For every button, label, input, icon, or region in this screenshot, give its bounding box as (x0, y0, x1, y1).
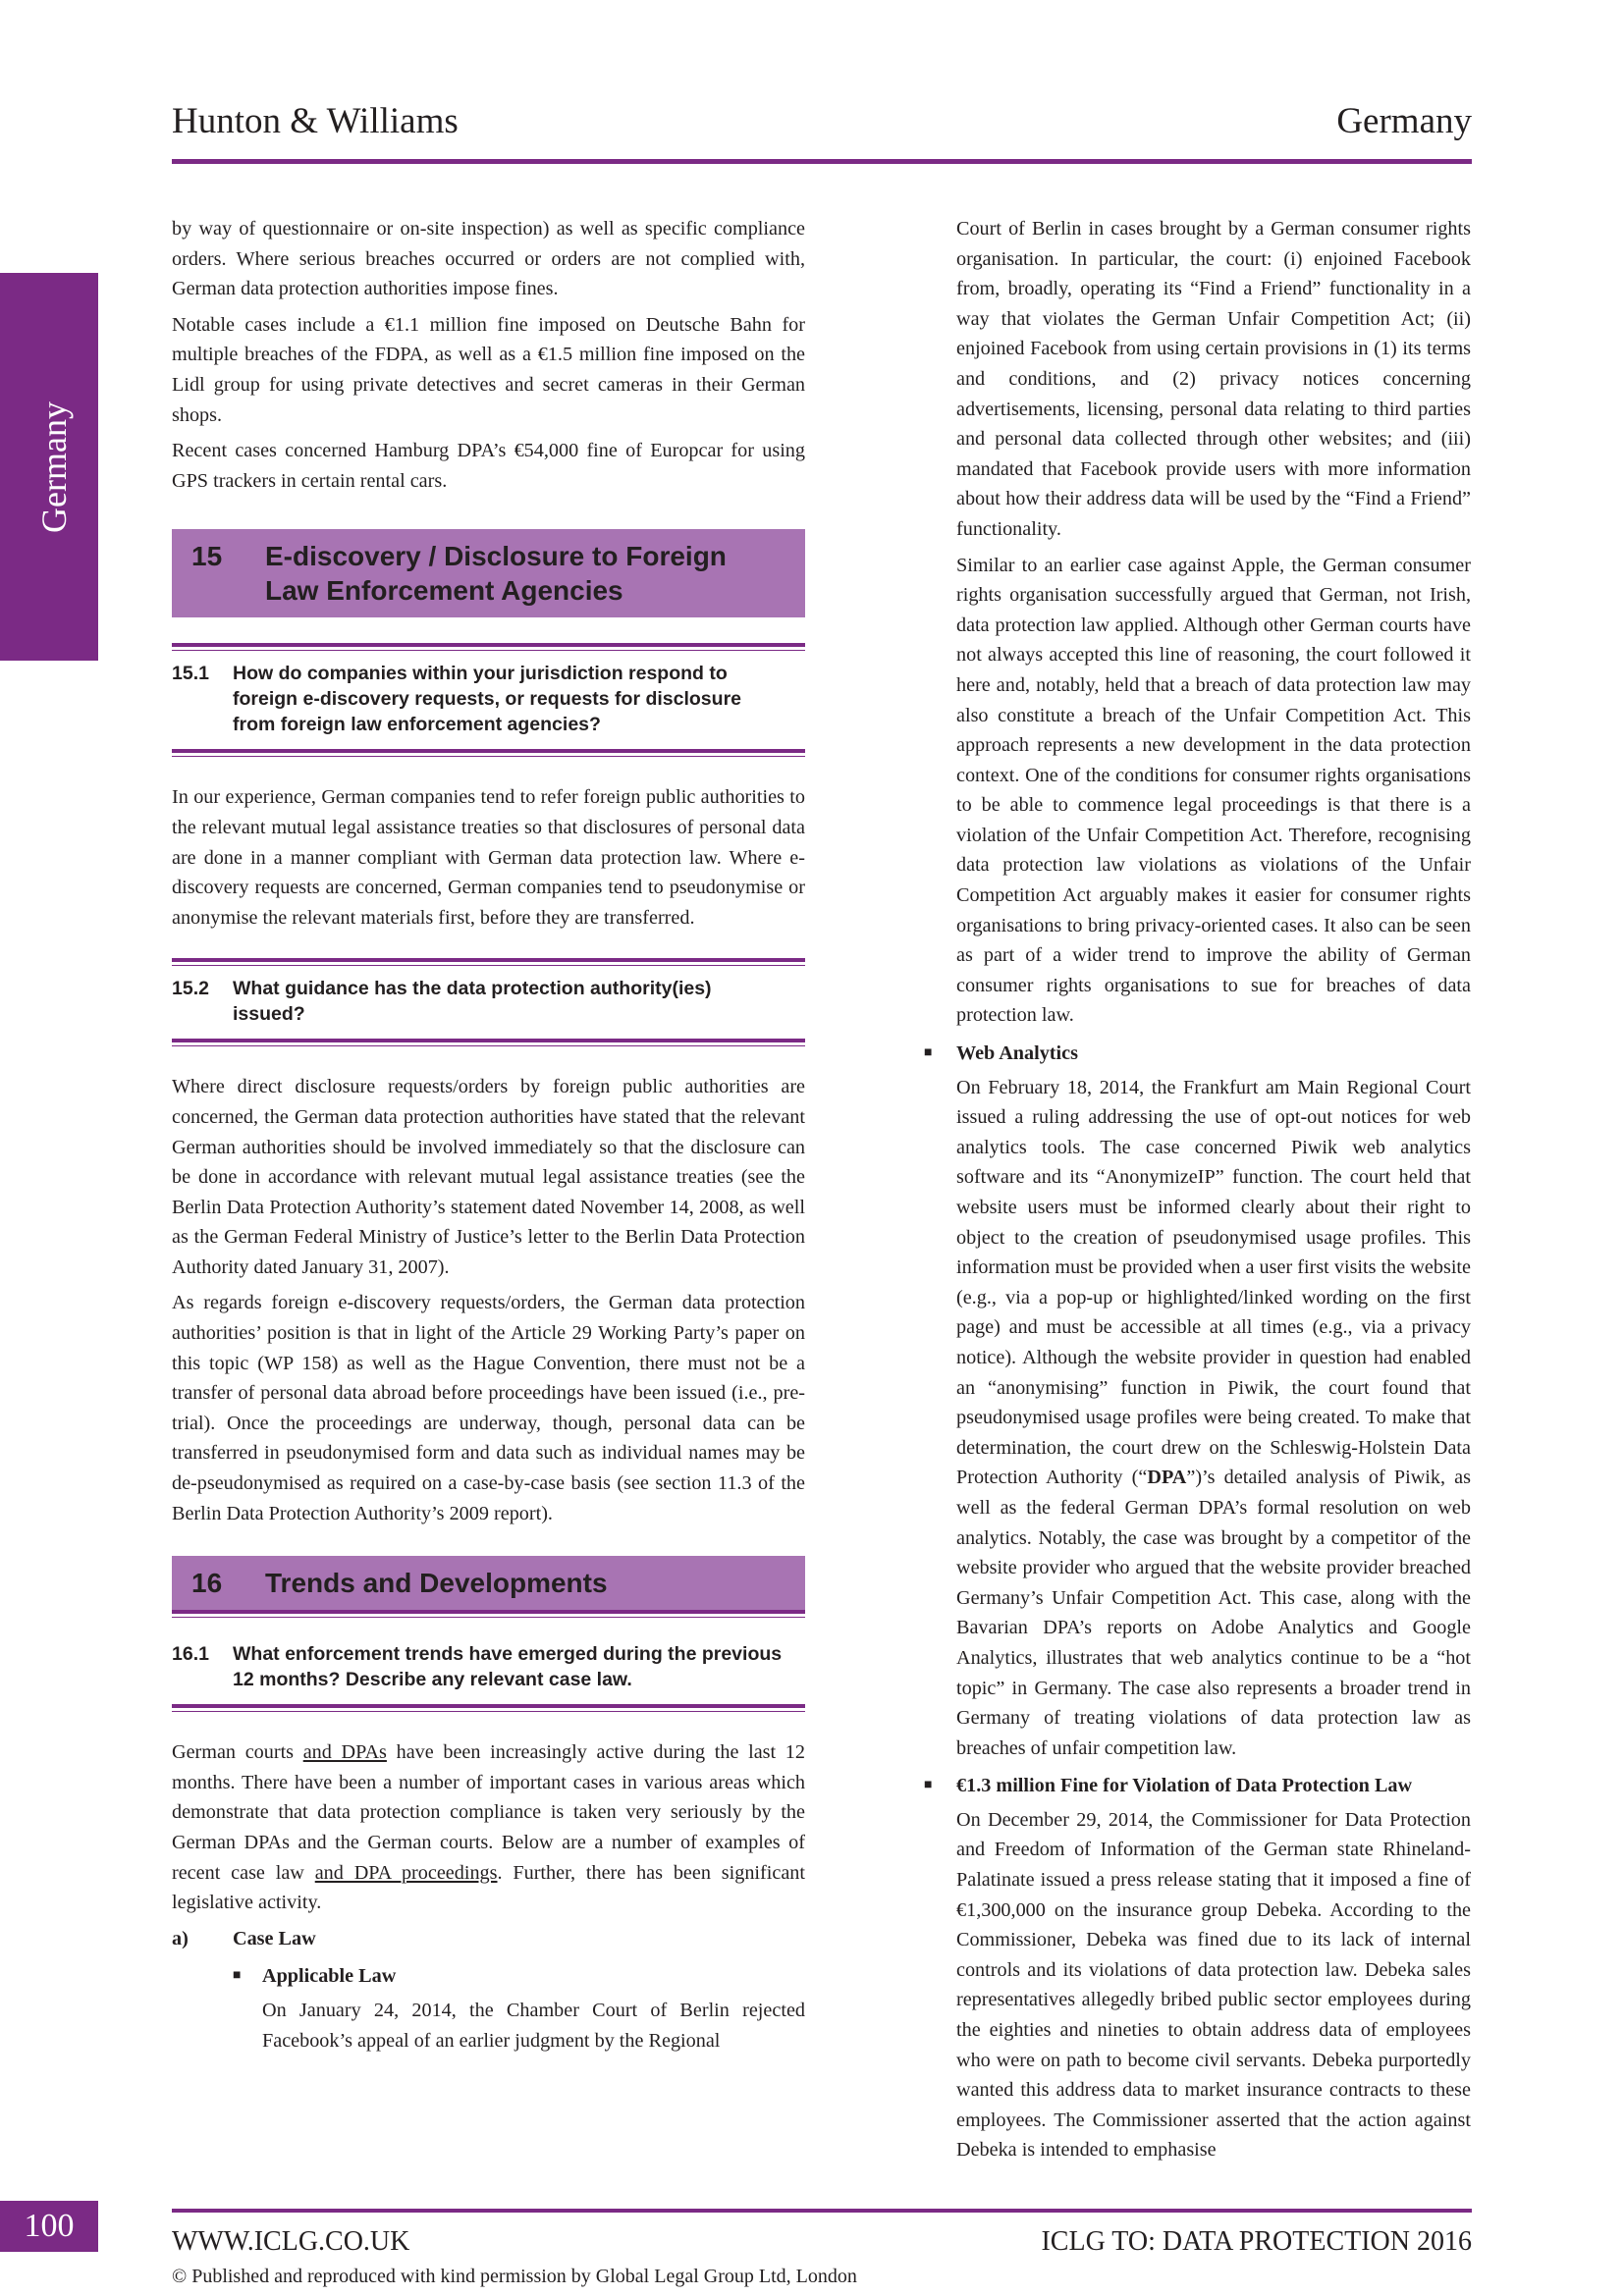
section-15-heading (172, 529, 805, 617)
side-tab-label: Germany (34, 401, 74, 533)
paragraph (172, 1737, 805, 1918)
right-column (924, 214, 1471, 2171)
question-rule-bottom (172, 1704, 805, 1712)
bullet-fine (924, 1771, 1471, 1801)
question-15-2 (172, 958, 805, 1046)
underlined-text: and DPAs (302, 1741, 387, 1764)
page-number (0, 2201, 98, 2252)
left-column (172, 214, 805, 2061)
section-title: Trends and Developments (265, 1568, 608, 1599)
paragraph: On December 29, 2014, the Commissioner for Data Protection and Freedom of Information of the German state Rhineland-Palatinate issued a press release stating that it imposed a fine of €1,300,000 on the insurance group Debeka. According to the Commissioner, Debeka was fined due to its lack of internal controls and its violations of data protection law. Debeka sales representatives allegedly bribed public sector employees during the eighties and nineties to obtain address data of employees who were on path to become civil servants. Debeka purportedly wanted this address data to market insurance contracts to these employees. The Commissioner asserted that the action against Debeka is intended to emphasise (956, 1808, 1471, 2162)
question-rule-bottom (172, 749, 805, 757)
underlined-text: and DPA proceedings (314, 1861, 498, 1884)
question-rule-top (172, 958, 805, 966)
text-run: German courts (172, 1741, 303, 1764)
header-rule (172, 159, 1472, 164)
text-run: have been increasingly active during the last 12 months. There have been a number of important cases in various areas which demonstrate that data protection compliance is taken very seriously by the German DPAs and the German courts. Below are a number of examples of recent case law (172, 1741, 805, 1884)
question-16-1 (172, 1631, 805, 1712)
paragraph: by way of questionnaire or on-site inspection) as well as specific compliance orders. Where serious breaches occurred or orders are not complied with, German data protection authorities impose fines. (172, 218, 805, 300)
section-number: 15 (191, 541, 223, 572)
header-country: Germany (1336, 101, 1472, 141)
section-title: E-discovery / Disclosure to Foreign Law Enforcement Agencies (265, 541, 727, 607)
square-bullet-icon: ■ (233, 1968, 242, 1984)
question-text: What guidance has the data protection authority(ies) issued? (233, 978, 712, 1026)
paragraph: Similar to an earlier case against Apple, the German consumer rights organisation successfully argued that German, not Irish, data protection law applied. Although other German courts have not always accepted this line of reasoning, the court followed it here and, notably, held that a breach of data protection law may also constitute a breach of the Unfair Competition Act. This approach represents a new development in the data protection context. One of the conditions for consumer rights organisations to be able to commence legal proceedings is that there is a violation of the Unfair Competition Act. Therefore, recognising data protection law violations as violations of the Unfair Competition Act arguably makes it easier for consumer rights organisations to bring privacy-oriented cases. It also can be seen as part of a wider trend to improve the ability of German consumer rights organisations to sue for breaches of data protection law. (956, 554, 1471, 1027)
question-number: 15.2 (172, 978, 209, 1000)
question-rule-top (172, 643, 805, 651)
bold-text: DPA (1147, 1467, 1187, 1489)
bullet-title: €1.3 million Fine for Violation of Data Protection Law (956, 1775, 1413, 1797)
question-rule-bottom (172, 1039, 805, 1046)
subsection-title: Case Law (233, 1927, 316, 1949)
text-run: ”)’s detailed analysis of Piwik, as well as the federal German DPA’s formal resolution on web analytics. Notably, the case was brought by a competitor of the website provider who argued that the website provider breached Germany’s Unfair Competition Act. This case, along with the Bavarian DPA’s reports on Adobe Analytics and Google Analytics, illustrates that web analytics continue to be a “hot topic” in Germany. The case also represents a broader trend in Germany of treating violations of data protection law as breaches of unfair competition law. (956, 1467, 1471, 1759)
paragraph: Where direct disclosure requests/orders by foreign public authorities are concerned, the German data protection authorities have stated that the relevant German authorities should be involved immediately so that the disclosure can be done in accordance with relevant mutual legal assistance treaties (see the Berlin Data Protection Authority’s statement dated November 14, 2008, as well as the German Federal Ministry of Justice’s letter to the Berlin Data Protection Authority dated January 31, 2007). (172, 1076, 805, 1278)
footer-copyright: © Published and reproduced with kind permission by Global Legal Group Ltd, London (172, 2266, 857, 2287)
bullet-web-analytics (924, 1039, 1471, 1069)
subsection-a (172, 1924, 805, 1954)
bullet-title: Web Analytics (956, 1042, 1078, 1065)
question-text: What enforcement trends have emerged during the previous 12 months? Describe any relevant case law. (233, 1643, 783, 1691)
section-16-heading (172, 1556, 805, 1610)
page-number-text: 100 (24, 2208, 75, 2244)
question-text: How do companies within your jurisdiction respond to foreign e-discovery requests, or requests for disclosure from foreign law enforcement agencies? (233, 663, 741, 736)
text-run: . Further, there has been significant legislative activity. (172, 1861, 805, 1914)
question-number: 15.1 (172, 663, 209, 685)
paragraph: Notable cases include a €1.1 million fine imposed on Deutsche Bahn for multiple breaches of the FDPA, as well as a €1.5 million fine imposed on the Lidl group for using private detectives and secret cameras in their German shops. (172, 313, 805, 426)
paragraph: On January 24, 2014, the Chamber Court of Berlin rejected Facebook’s appeal of an earlier judgment by the Regional (262, 1999, 805, 2052)
footer-url: WWW.ICLG.CO.UK (172, 2226, 410, 2257)
paragraph: As regards foreign e-discovery requests/orders, the German data protection authorities’ position is that in light of the Article 29 Working Party’s paper on this topic (WP 158) as well as the Hague Convention, there must not be a transfer of personal data abroad before proceedings have been issued (i.e., pre-trial). Once the proceedings are underway, though, personal data can be transferred in pseudonymised form and data such as individual names may be de-pseudonymised as required on a case-by-case basis (see section 11.3 of the Berlin Data Protection Authority’s 2009 report). (172, 1292, 805, 1524)
question-15-1 (172, 643, 805, 757)
text-run: On February 18, 2014, the Frankfurt am Main Regional Court issued a ruling addressing the use of opt-out notices for web analytics tools. The case concerned Piwik web analytics software and its “AnonymizeIP” function. The court held that website users must be informed clearly about their right to object to the creation of pseudonymised usage profiles. This information must be provided when a user first visits the website (e.g., via a pop-up or highlighted/linked wording on the first page) and must be accessible at all times (e.g., via a privacy notice). Although the website provider in question had enabled an “anonymising” function in Piwik, the court found that pseudonymised usage profiles were being created. To make that determination, the court drew on the Schleswig-Holstein Data Protection Authority (“ (956, 1076, 1471, 1489)
footer-rule (172, 2209, 1472, 2213)
section-rule (172, 1610, 805, 1618)
paragraph: Recent cases concerned Hamburg DPA’s €54,000 fine of Europcar for using GPS trackers in certain rental cars. (172, 440, 805, 492)
paragraph: Court of Berlin in cases brought by a German consumer rights organisation. In particular, the court: (i) enjoined Facebook from, broadly, operating its “Find a Friend” functionality in a way that violates the German Unfair Competition Act; (ii) enjoined Facebook from using certain provisions in (1) its terms and conditions, and (2) privacy notices concerning advertisements, licensing, personal data relating to third parties and personal data collected through other websites; and (iii) mandated that Facebook provide users with more information about how their address data will be used by the “Find a Friend” functionality. (956, 218, 1471, 540)
footer-publication: ICLG TO: DATA PROTECTION 2016 (1041, 2226, 1472, 2257)
subsection-label: a) (172, 1927, 189, 1949)
header-firm-name: Hunton & Williams (172, 101, 459, 141)
paragraph: In our experience, German companies tend to refer foreign public authorities to the relevant mutual legal assistance treaties so that disclosures of personal data are done in a manner compliant with German data protection law. Where e-discovery requests are concerned, German companies tend to pseudonymise or anonymise the relevant materials first, before they are transferred. (172, 786, 805, 929)
side-country-tab (0, 273, 98, 661)
question-number: 16.1 (172, 1643, 209, 1666)
bullet-title: Applicable Law (262, 1965, 397, 1988)
square-bullet-icon: ■ (924, 1778, 933, 1793)
section-number: 16 (191, 1568, 223, 1599)
bullet-applicable-law (172, 1961, 805, 1992)
square-bullet-icon: ■ (924, 1045, 933, 1061)
paragraph (924, 1073, 1471, 1764)
